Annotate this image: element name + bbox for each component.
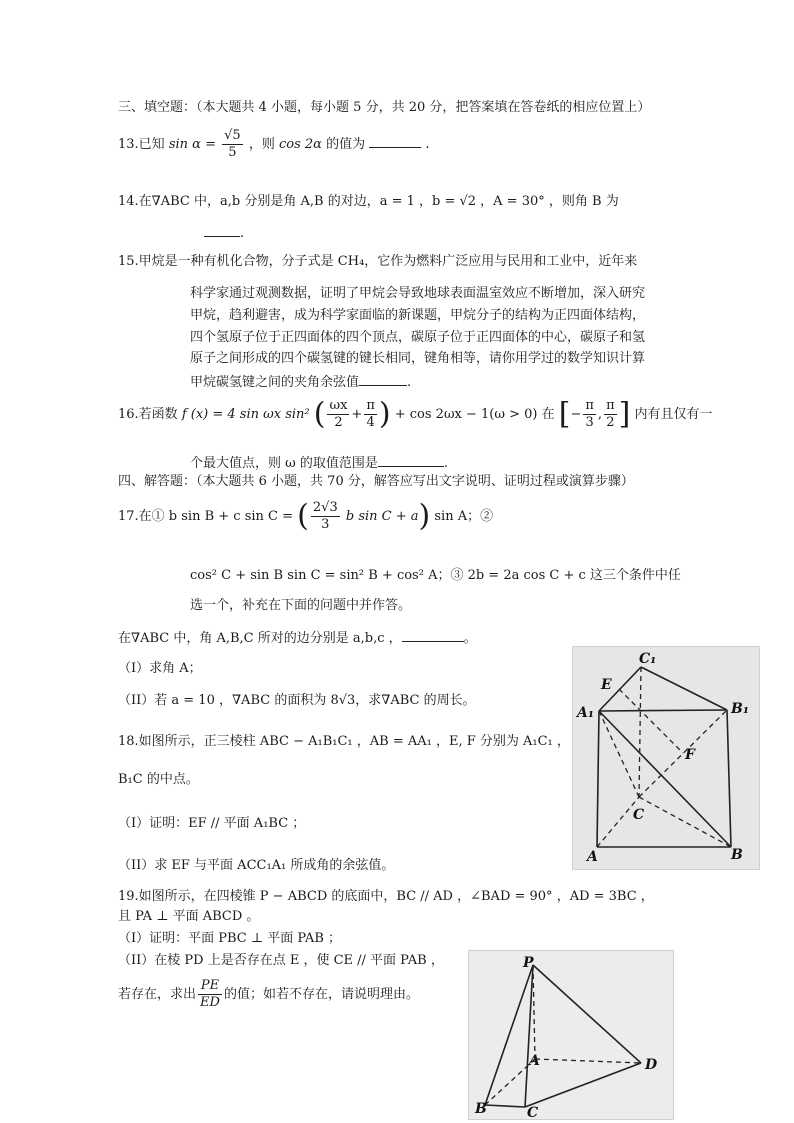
q17-prefix: 17.在① b sin B + c sin C =: [118, 509, 294, 524]
q19-part3-post: 的值；如若不存在，请说明理由。: [223, 987, 419, 1002]
prism-diagram: [573, 647, 759, 869]
q15-line3: 甲烷，趋利避害，成为科学家面临的新课题，甲烷分子的结构为正四面体结构，: [190, 308, 646, 323]
q17-tail: sin A；②: [434, 509, 494, 524]
q17-part2: （II）若 a = 10 ，∇ABC 的面积为 8√3，求∇ABC 的周长。: [118, 693, 476, 708]
q16-frac3-den: 3: [585, 415, 594, 430]
q16-frac4: [604, 398, 617, 431]
q17-part1: （I）求角 A；: [118, 661, 202, 676]
q17-rparen: ): [418, 498, 431, 534]
q15-line6-text: 甲烷碳氢键之间的夹角余弦值: [190, 375, 360, 390]
q18-part1: （I）证明：EF // 平面 A₁BC ；: [118, 816, 306, 831]
q19-frac-num: PE: [198, 978, 222, 995]
q17-line3: 选一个，补充在下面的问题中并作答。: [190, 598, 412, 613]
label-F: F: [685, 747, 695, 763]
q16-line2: [190, 452, 448, 473]
q19-frac: [198, 978, 222, 1011]
question-16: 16.若函数 f (x) = 4 sin ωx sin² ( $\frac{\omega x}{2}$ + $\frac{\pi}{4}$ ) + cos 2ωx − 1(ω > 0) 在 [− $\frac{\pi}{3}$ , $\frac{\pi}{2}$ ] 内有且仅有一: [118, 396, 713, 432]
q15-line2: 科学家通过观测数据，证明了甲烷会导致地球表面温室效应不断增加，深入研究: [190, 286, 646, 301]
q16-rparen: ): [378, 396, 391, 432]
label-B1: B₁: [731, 701, 749, 717]
q16-frac4-den: 2: [606, 415, 615, 430]
q17-answer-blank[interactable]: [402, 627, 464, 642]
q16-frac3-num: π: [585, 398, 594, 413]
q13-middle: ，则: [248, 137, 275, 152]
q16-fx: f (x) = 4 sin ωx sin²: [181, 407, 310, 422]
label-C1: C₁: [639, 651, 657, 667]
q19-part1: （I）证明：平面 PBC ⊥ 平面 PAB ；: [118, 931, 342, 946]
label-A1: A₁: [577, 705, 594, 721]
label-C: C: [527, 1105, 539, 1119]
q17-after: b sin C + a: [345, 509, 419, 524]
q19-part2: （II）在棱 PD 上是否存在点 E ，使 CE // 平面 PAB ，: [118, 953, 444, 968]
q17-line4-end: 。: [463, 631, 477, 646]
label-D: D: [645, 1057, 658, 1073]
label-E: E: [601, 677, 612, 693]
q16-prefix: 16.若函数: [118, 407, 178, 422]
q13-fraction: [222, 128, 243, 161]
q16-frac1-den: 2: [334, 415, 343, 430]
q14-answer-blank[interactable]: [204, 222, 240, 237]
q13-answer-blank[interactable]: [369, 133, 421, 148]
q19-line2: 且 PA ⊥ 平面 ABCD 。: [118, 909, 260, 924]
q16-line2-text: 个最大值点，则 ω 的取值范围是: [190, 456, 378, 471]
q15-line6: [190, 371, 411, 392]
q13-prefix: 13.已知: [118, 137, 165, 152]
q19-part3-pre: 若存在，求出: [118, 987, 197, 1002]
q16-tail: 内有且仅有一: [634, 407, 713, 422]
label-B: B: [475, 1101, 487, 1117]
question-13: [118, 128, 430, 161]
q13-suffix: 的值为: [326, 137, 366, 152]
q17-frac: [311, 500, 340, 533]
q15-end: .: [407, 375, 412, 390]
q17-frac-den: 3: [321, 517, 330, 532]
q16-frac2-num: π: [366, 398, 375, 413]
q13-expr: cos 2α: [278, 137, 322, 152]
q19-part3: [118, 978, 419, 1011]
q16-lparen: (: [313, 396, 326, 432]
q17-line2: cos² C + sin B sin C = sin² B + cos² A；③ 2b = 2a cos C + c 这三个条件中任: [190, 568, 681, 583]
q14-answer: [204, 222, 244, 243]
q16-frac2: [364, 398, 377, 431]
label-A: A: [529, 1053, 540, 1069]
pyramid-diagram: [469, 951, 673, 1119]
q13-sin: sin α =: [168, 137, 216, 152]
q16-lbracket: [: [558, 396, 571, 432]
label-C: C: [633, 807, 645, 823]
q15-line1: 15.甲烷是一种有机化合物，分子式是 CH₄，它作为燃料广泛应用与民用和工业中，近年来: [118, 254, 638, 269]
question-17: [118, 500, 493, 533]
q16-frac1: [327, 398, 349, 431]
q19-frac-den: ED: [200, 995, 220, 1010]
section-3-title: 三、填空题：（本大题共 4 小题，每小题 5 分，共 20 分，把答案填在答卷纸的相应位置上）: [118, 100, 651, 115]
q18-part2: （II）求 EF 与平面 ACC₁A₁ 所成角的余弦值。: [118, 858, 395, 873]
q17-line4-text: 在∇ABC 中，角 A,B,C 所对的边分别是 a,b,c ，: [118, 631, 402, 646]
q17-lparen: (: [297, 498, 309, 534]
figure-pyramid: [468, 950, 674, 1120]
q14-line1: 14.在∇ABC 中，a,b 分别是角 A,B 的对边，a = 1 ，b = √2 ，A = 30° ，则角 B 为: [118, 194, 619, 209]
q15-answer-blank[interactable]: [359, 371, 407, 386]
q16-frac1-num: ωx: [329, 398, 348, 413]
q16-frac4-num: π: [606, 398, 615, 413]
q16-frac2-den: 4: [366, 415, 375, 430]
section-4-title: 四、解答题：（本大题共 6 小题，共 70 分，解答应写出文字说明、证明过程或演算步骤）: [118, 474, 634, 489]
q17-frac-num: 2√3: [312, 500, 338, 515]
q16-frac3: [583, 398, 596, 431]
q14-end: .: [240, 226, 245, 241]
q18-line1: 18.如图所示，正三棱柱 ABC − A₁B₁C₁ ，AB = AA₁ ，E, F 分别为 A₁C₁ ，: [118, 734, 570, 749]
q13-end: .: [425, 137, 430, 152]
label-A: A: [587, 849, 598, 865]
figure-prism: [572, 646, 760, 870]
q16-answer-blank[interactable]: [378, 452, 444, 467]
q15-line5: 原子之间形成的四个碳氢键的键长相同，键角相等，请你用学过的数学知识计算: [190, 351, 646, 366]
q18-line2: B₁C 的中点。: [118, 772, 199, 787]
q16-rbracket: ]: [618, 396, 631, 432]
q17-line4: [118, 627, 477, 648]
q19-line1: 19.如图所示，在四棱锥 P − ABCD 的底面中，BC // AD ，∠BAD = 90° ，AD = 3BC ，: [118, 889, 654, 904]
label-P: P: [523, 955, 534, 971]
label-B: B: [731, 847, 743, 863]
q13-frac-num: √5: [224, 128, 241, 143]
q16-mid: + cos 2ωx − 1(ω > 0) 在: [394, 407, 555, 422]
q15-line4: 四个氢原子位于正四面体的四个顶点，碳原子位于正四面体的中心，碳原子和氢: [190, 330, 646, 345]
q16-end: .: [443, 456, 449, 471]
q16-plus: +: [351, 407, 363, 422]
q13-frac-den: 5: [228, 145, 237, 160]
